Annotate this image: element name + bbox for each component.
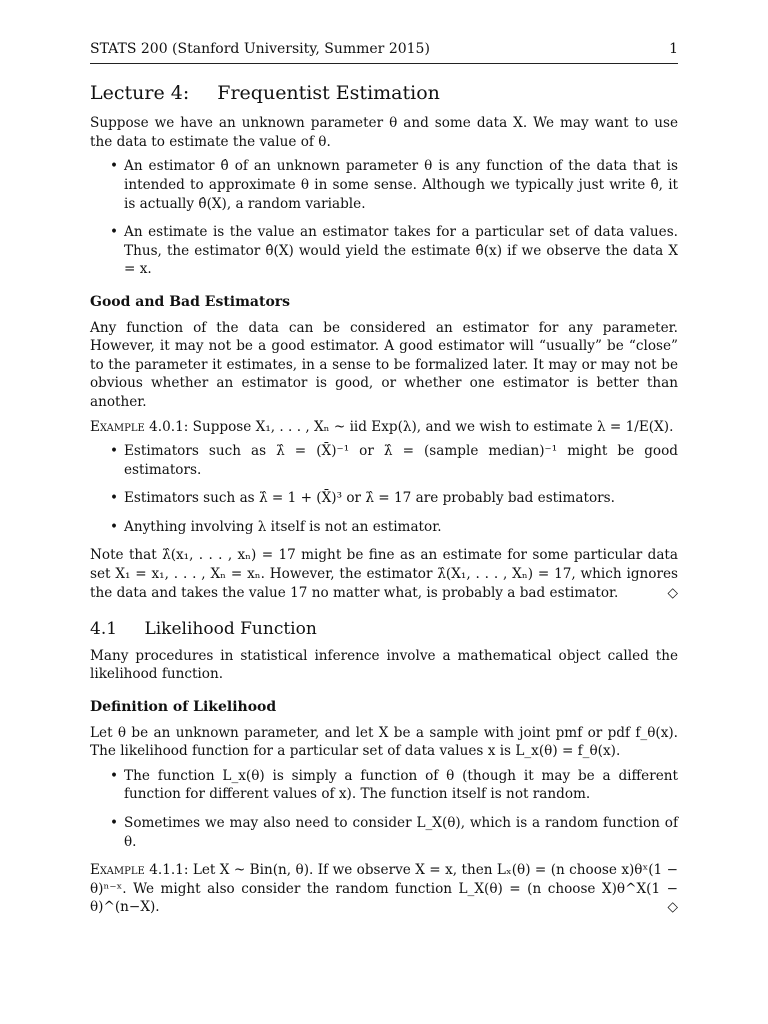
note-paragraph: Note that λ̂(x₁, . . . , xₙ) = 17 might be fine as an estimate for some particular data set X₁ = x₁, . . . , Xₙ = xₙ. However, the estimator λ̂(X₁, . . . , Xₙ) = 17, which ignores the data and takes the value 17 no matter what, is probably a bad estimator. ◇ <box>90 547 678 601</box>
page <box>90 40 678 923</box>
estimator-bullet-list <box>90 442 678 536</box>
likelihood-bullet-list <box>90 767 678 851</box>
list-item: • Estimators such as λ̂ = (X̄)⁻¹ or λ̂ = (sample median)⁻¹ might be good estimators. <box>110 443 678 478</box>
example-text: Suppose X₁, . . . , Xₙ ~ iid Exp(λ), and we wish to estimate λ = 1/E(X). <box>192 418 674 435</box>
definition-paragraph: Let θ be an unknown parameter, and let X be a sample with joint pmf or pdf f_θ(x). The likelihood function for a particular set of data values x is L_x(θ) = f_θ(x). <box>90 724 678 760</box>
example-text: Let X ~ Bin(n, θ). If we observe X = x, then Lₓ(θ) = (n choose x)θˣ(1 − θ)ⁿ⁻ˣ. We might also consider the random function L_X(θ) = (n choose X)θ^X(1 − θ)^(n−X). <box>90 862 679 916</box>
list-item: • Anything involving λ itself is not an estimator. <box>110 518 442 535</box>
end-of-example-icon: ◇ <box>667 584 678 601</box>
list-item: • Sometimes we may also need to consider L_X(θ), which is a random function of θ. <box>110 815 678 850</box>
example-label: Example 4.1.1: <box>90 862 189 879</box>
section-paragraph: Many procedures in statistical inference involve a mathematical object called the likelihood function. <box>90 647 678 683</box>
section-heading <box>90 620 678 639</box>
lecture-name: Frequentist Estimation <box>217 81 440 104</box>
good-bad-heading: Good and Bad Estimators <box>90 293 291 310</box>
list-item: • Estimators such as λ̂ = 1 + (X̄)³ or λ̂ = 17 are probably bad estimators. <box>110 490 615 507</box>
course-title: STATS 200 (Stanford University, Summer 2015) <box>90 41 430 57</box>
intro-bullet-list <box>90 157 678 279</box>
section-title: Likelihood Function <box>144 619 317 640</box>
list-item: • An estimator θ̂ of an unknown parameter θ is any function of the data that is intended to approximate θ in some sense. Although we typically just write θ̂, it is actually θ̂(X), a random variable. <box>110 158 678 212</box>
list-item: • An estimate is the value an estimator takes for a particular set of data values. Thus, the estimator θ̂(X) would yield the estimate θ̂(x) if we observe the data X = x. <box>110 224 678 278</box>
section-number: 4.1 <box>90 619 118 640</box>
good-bad-paragraph: Any function of the data can be considered an estimator for any parameter. However, it may not be a good estimator. A good estimator will “usually” be “close” to the parameter it estimates, in a sense to be formalized later. It may or may not be obvious whether an estimator is good, or whether one estimator is better than another. <box>90 319 678 410</box>
page-number: 1 <box>669 41 678 57</box>
example-4-1-1 <box>90 861 678 917</box>
definition-heading: Definition of Likelihood <box>90 699 277 716</box>
example-4-0-1 <box>90 418 678 437</box>
list-item: • The function L_x(θ) is simply a function of θ (though it may be a different function for different values of x). The function itself is not random. <box>110 767 678 803</box>
running-header <box>90 40 678 64</box>
end-of-example-icon: ◇ <box>667 899 678 916</box>
lecture-title <box>90 81 678 104</box>
lecture-number: Lecture 4: <box>90 81 190 104</box>
intro-paragraph: Suppose we have an unknown parameter θ and some data X. We may want to use the data to estimate the value of θ. <box>90 115 678 150</box>
example-label: Example 4.0.1: <box>90 418 189 435</box>
